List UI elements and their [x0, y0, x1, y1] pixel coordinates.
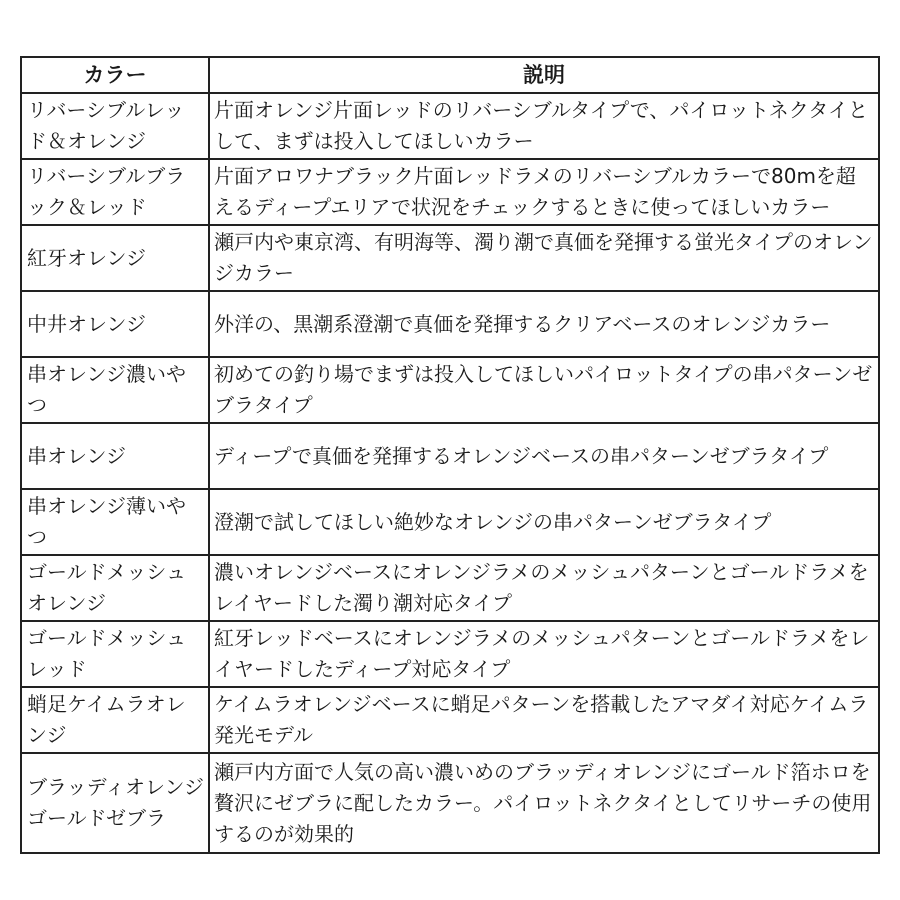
color-name-cell: 串オレンジ濃いやつ	[21, 357, 209, 423]
description-cell: 瀬戸内方面で人気の高い濃いめのブラッディオレンジにゴールド箔ホロを贅沢にゼブラに配したカラー。パイロットネクタイとしてリサーチの使用するのが効果的	[209, 753, 879, 853]
description-cell: 片面オレンジ片面レッドのリバーシブルタイプで、パイロットネクタイとして、まずは投入してほしいカラー	[209, 93, 879, 159]
color-name-cell: ブラッディオレンジゴールドゼブラ	[21, 753, 209, 853]
description-cell: 片面アロワナブラック片面レッドラメのリバーシブルカラーで80mを超えるディープエリアで状況をチェックするときに使ってほしいカラー	[209, 159, 879, 225]
table-row	[21, 753, 879, 853]
table-row	[21, 225, 879, 291]
color-name-cell: 串オレンジ	[21, 423, 209, 489]
description-cell: 初めての釣り場でまずは投入してほしいパイロットタイプの串パターンゼブラタイプ	[209, 357, 879, 423]
color-name-cell: ゴールドメッシュレッド	[21, 621, 209, 687]
description-cell: ディープで真価を発揮するオレンジベースの串パターンゼブラタイプ	[209, 423, 879, 489]
color-table	[20, 56, 880, 854]
color-table-container	[20, 56, 878, 854]
description-cell: 外洋の、黒潮系澄潮で真価を発揮するクリアベースのオレンジカラー	[209, 291, 879, 357]
table-row	[21, 159, 879, 225]
color-name-cell: リバーシブルブラック＆レッド	[21, 159, 209, 225]
table-row	[21, 357, 879, 423]
header-description: 説明	[209, 57, 879, 93]
color-name-cell: 串オレンジ薄いやつ	[21, 489, 209, 555]
header-row	[21, 57, 879, 93]
table-row	[21, 93, 879, 159]
table-row	[21, 555, 879, 621]
description-cell: ケイムラオレンジベースに蛸足パターンを搭載したアマダイ対応ケイムラ発光モデル	[209, 687, 879, 753]
table-row	[21, 489, 879, 555]
table-row	[21, 423, 879, 489]
color-name-cell: 蛸足ケイムラオレンジ	[21, 687, 209, 753]
table-row	[21, 621, 879, 687]
table-row	[21, 291, 879, 357]
description-cell: 紅牙レッドベースにオレンジラメのメッシュパターンとゴールドラメをレイヤードしたディープ対応タイプ	[209, 621, 879, 687]
color-name-cell: リバーシブルレッド＆オレンジ	[21, 93, 209, 159]
header-color: カラー	[21, 57, 209, 93]
color-name-cell: 中井オレンジ	[21, 291, 209, 357]
description-cell: 澄潮で試してほしい絶妙なオレンジの串パターンゼブラタイプ	[209, 489, 879, 555]
description-cell: 瀬戸内や東京湾、有明海等、濁り潮で真価を発揮する蛍光タイプのオレンジカラー	[209, 225, 879, 291]
color-name-cell: 紅牙オレンジ	[21, 225, 209, 291]
color-name-cell: ゴールドメッシュオレンジ	[21, 555, 209, 621]
table-row	[21, 687, 879, 753]
description-cell: 濃いオレンジベースにオレンジラメのメッシュパターンとゴールドラメをレイヤードした濁り潮対応タイプ	[209, 555, 879, 621]
